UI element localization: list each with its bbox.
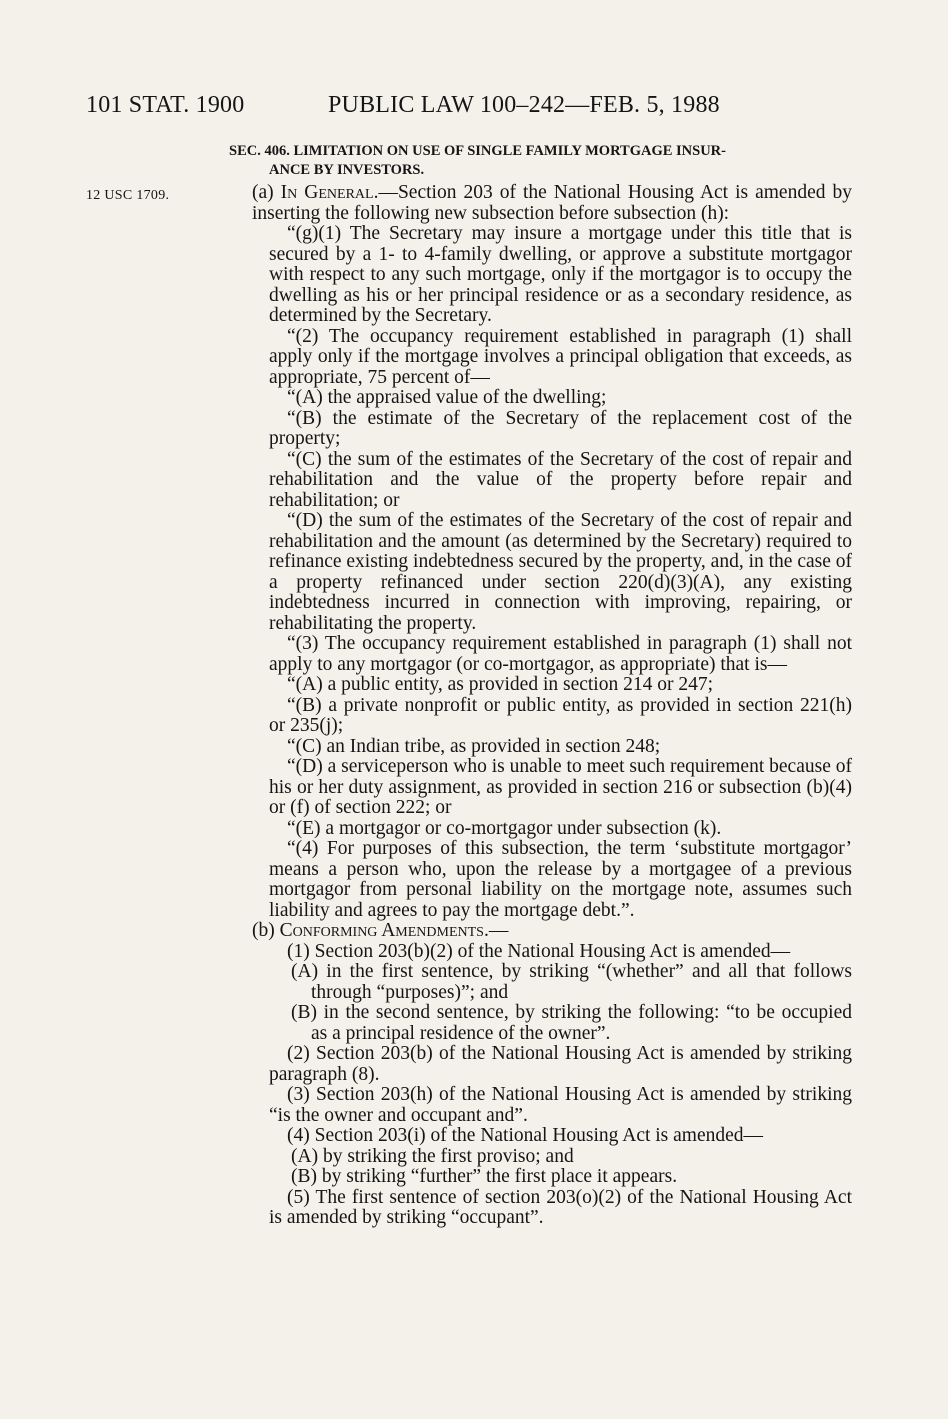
usc-margin-citation: 12 USC 1709. <box>86 188 170 203</box>
subsection-b-title-suffix: .— <box>483 920 509 941</box>
paragraph-3-item-e: “(E) a mortgagor or co-mortgagor under subsection (k). <box>287 817 722 839</box>
subsection-a-intro-text: .—Section 203 of the National Housing Act is amended by inserting the following new subsection before subsection (h): <box>252 182 853 224</box>
subsection-a-title: In General <box>280 182 374 203</box>
stat-page-number: 101 STAT. 1900 <box>86 92 245 118</box>
paragraph-2-item-c: “(C) the sum of the estimates of the Secretary of the cost of repair and rehabilitation and the value of the property before repair and rehabilitation; or <box>269 448 852 511</box>
paragraph-2-item-b: “(B) the estimate of the Secretary of the replacement cost of the property; <box>269 407 852 449</box>
amendment-4-b: (B) by striking “further” the first place it appears. <box>291 1166 678 1187</box>
amendment-1-a: (A) in the first sentence, by striking “(whether” and all that follows through “purposes)”; and <box>291 961 852 1003</box>
amendment-2: (2) Section 203(b) of the National Housing Act is amended by striking paragraph (8). <box>269 1043 852 1085</box>
amendment-5: (5) The first sentence of section 203(o)(2) of the National Housing Act is amended by striking “occupant”. <box>269 1186 852 1228</box>
paragraph-2-item-d: “(D) the sum of the estimates of the Secretary of the cost of repair and rehabilitation and the amount (as determined by the Secretary) required to refinance existing indebtedness secured by the property, and, in the case of a property refinanced under section 220(d)(3)(A), any existing indebtedness incurred in connection with improving, repairing, or rehabilitating the property. <box>269 510 852 634</box>
subsection-a-intro <box>229 183 852 224</box>
paragraph-3: “(3) The occupancy requirement established in paragraph (1) shall not apply to any mortgagor (or co-mortgagor, as appropriate) that is— <box>269 633 852 675</box>
paragraph-g1: “(g)(1) The Secretary may insure a mortgage under this title that is secured by a 1- to 4-family dwelling, or approve a substitute mortgagor with respect to any such mortgage, only if the mortgagor is to occupy the dwelling as his or her principal residence or as a secondary residence, as determined by the Secretary. <box>269 223 852 326</box>
section-heading-line-1: SEC. 406. LIMITATION ON USE OF SINGLE FAMILY MORTGAGE INSUR- <box>229 143 726 159</box>
amendment-3: (3) Section 203(h) of the National Housing Act is amended by striking “is the owner and occupant and”. <box>269 1084 852 1126</box>
public-law-title: PUBLIC LAW 100–242—FEB. 5, 1988 <box>328 92 720 118</box>
subsection-b-heading <box>229 921 852 942</box>
section-heading-line-2: ANCE BY INVESTORS. <box>269 162 425 178</box>
paragraph-4: “(4) For purposes of this subsection, the term ‘substitute mortgagor’ means a person who, upon the release by a mortgagee of a previous mortgagor from personal liability on the mortgage note, assumes such liability and agrees to pay the mortgage debt.”. <box>269 838 852 921</box>
subsection-a-label: (a) <box>252 182 274 203</box>
paragraph-3-item-c: “(C) an Indian tribe, as provided in section 248; <box>287 735 661 757</box>
paragraph-3-item-b: “(B) a private nonprofit or public entity, as provided in section 221(h) or 235(j); <box>269 694 852 736</box>
amendment-1: (1) Section 203(b)(2) of the National Housing Act is amended— <box>287 940 791 962</box>
amendment-4: (4) Section 203(i) of the National Housing Act is amended— <box>287 1125 764 1146</box>
section-heading <box>229 142 852 180</box>
paragraph-3-item-a: “(A) a public entity, as provided in section 214 or 247; <box>287 674 714 695</box>
subsection-b-label: (b) <box>252 920 275 941</box>
paragraph-3-item-d: “(D) a serviceperson who is unable to meet such requirement because of his or her duty assignment, as provided in section 216 or subsection (b)(4) or (f) of section 222; or <box>269 756 852 818</box>
amendment-4-a: (A) by striking the first proviso; and <box>291 1145 574 1167</box>
paragraph-2-item-a: “(A) the appraised value of the dwelling; <box>287 387 607 408</box>
amendment-1-b: (B) in the second sentence, by striking the following: “to be occupied as a principal residence of the owner”. <box>291 1002 852 1044</box>
statute-body <box>229 183 852 1229</box>
paragraph-2: “(2) The occupancy requirement established in paragraph (1) shall apply only if the mortgage involves a principal obligation that exceeds, as appropriate, 75 percent of— <box>269 325 852 388</box>
subsection-b-title: Conforming Amendments <box>279 920 484 941</box>
